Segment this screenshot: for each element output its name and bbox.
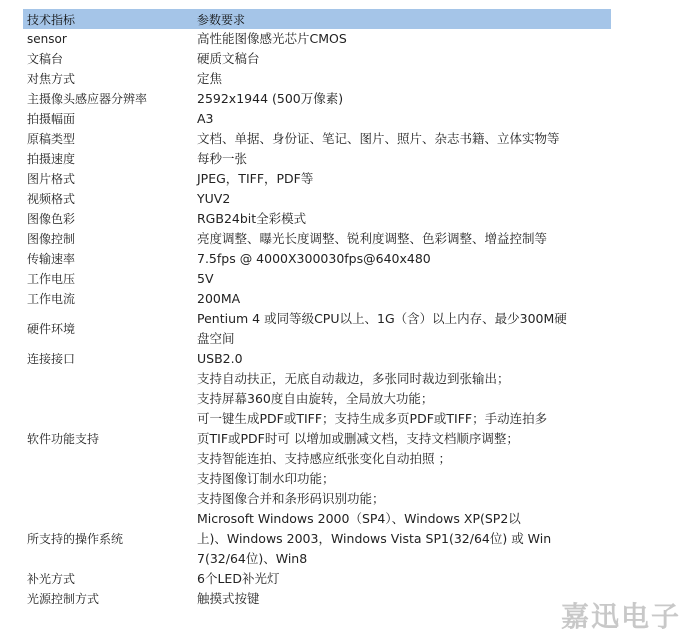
table-row (23, 129, 611, 149)
header-spec: 技术指标 (23, 9, 193, 29)
table-row-os (23, 509, 611, 569)
table-row (23, 89, 611, 109)
spec-name: 拍摄幅面 (27, 112, 76, 126)
spec-value: A3 (197, 111, 214, 126)
spec-value-line: 7(32/64位)、Win8 (197, 551, 308, 566)
spec-name: 补光方式 (27, 572, 76, 586)
table-row (23, 269, 611, 289)
spec-name: 拍摄速度 (27, 152, 76, 166)
spec-value: USB2.0 (197, 351, 243, 366)
table-row (23, 49, 611, 69)
spec-value-line: 支持图像合并和条形码识别功能； (197, 491, 385, 506)
spec-name: 对焦方式 (27, 72, 76, 86)
spec-name: 图片格式 (27, 172, 76, 186)
spec-name: 连接接口 (27, 352, 76, 366)
spec-value-line: Pentium 4 或同等级CPU以上、1G（含）以上内存、最少300M硬 (197, 311, 567, 326)
spec-name: 文稿台 (27, 52, 64, 66)
table-row (23, 29, 611, 49)
spec-value: 7.5fps @ 4000X300030fps@640x480 (197, 251, 431, 266)
table-row (23, 209, 611, 229)
table-row (23, 109, 611, 129)
table-body (23, 29, 611, 609)
header-requirement: 参数要求 (193, 9, 611, 29)
spec-value-line: 可一键生成PDF或TIFF；支持生成多页PDF或TIFF；手动连拍多 (197, 411, 548, 426)
spec-name: 图像色彩 (27, 212, 76, 226)
spec-value: 亮度调整、曝光长度调整、锐利度调整、色彩调整、增益控制等 (197, 231, 548, 246)
spec-name: 软件功能支持 (27, 432, 100, 446)
spec-value-line: 页TIF或PDF时可 以增加或删减文档，支持文档顺序调整； (197, 431, 519, 446)
table-row (23, 149, 611, 169)
table-row-light-control (23, 589, 611, 609)
table-row (23, 69, 611, 89)
spec-name: 所支持的操作系统 (27, 532, 124, 546)
spec-value (193, 309, 611, 349)
spec-name: 主摄像头感应器分辨率 (27, 92, 148, 106)
spec-value (193, 369, 611, 509)
spec-value: JPEG，TIFF，PDF等 (197, 171, 314, 186)
spec-value: 5V (197, 271, 214, 286)
spec-value: 每秒一张 (197, 151, 248, 166)
spec-value: YUV2 (197, 191, 231, 206)
table-row (23, 249, 611, 269)
spec-value-line: 上)、Windows 2003，Windows Vista SP1(32/64位) 或 Win (197, 531, 552, 546)
spec-name: 传输速率 (27, 252, 76, 266)
table-row-fill-light (23, 569, 611, 589)
spec-value: 硬质文稿台 (197, 51, 260, 66)
table-row (23, 169, 611, 189)
table-row-interface (23, 349, 611, 369)
spec-value-line: 支持图像订制水印功能； (197, 471, 335, 486)
spec-value: 文档、单据、身份证、笔记、图片、照片、杂志书籍、立体实物等 (197, 131, 560, 146)
spec-name: sensor (27, 32, 67, 46)
watermark-logo: 嘉迅电子 (560, 600, 681, 633)
table-row (23, 229, 611, 249)
table-row-software (23, 369, 611, 509)
spec-name: 光源控制方式 (27, 592, 100, 606)
spec-value: 200MA (197, 291, 241, 306)
table-row (23, 189, 611, 209)
spec-name: 工作电流 (27, 292, 76, 306)
spec-value: 2592x1944 (500万像素) (197, 91, 344, 106)
spec-value: 6个LED补光灯 (197, 571, 280, 586)
spec-name: 原稿类型 (27, 132, 76, 146)
table-header (23, 9, 611, 29)
spec-value: 定焦 (197, 71, 223, 86)
spec-name: 图像控制 (27, 232, 76, 246)
table-row-hardware (23, 309, 611, 349)
spec-value (193, 509, 611, 569)
spec-name: 硬件环境 (27, 322, 76, 336)
spec-value-line: 支持自动扶正，无底自动裁边，多张同时裁边到张输出； (197, 371, 510, 386)
spec-value: 触摸式按键 (197, 591, 260, 606)
spec-value: RGB24bit全彩模式 (197, 211, 307, 226)
spec-value-line: Microsoft Windows 2000（SP4）、Windows XP(SP2以 (197, 511, 521, 526)
table-row (23, 289, 611, 309)
spec-name: 工作电压 (27, 272, 76, 286)
spec-value-line: 支持智能连拍、支持感应纸张变化自动拍照 ； (197, 451, 451, 466)
spec-table (23, 9, 611, 609)
spec-name: 视频格式 (27, 192, 76, 206)
spec-value: 高性能图像感光芯片CMOS (197, 31, 347, 46)
spec-value-line: 支持屏幕360度自由旋转，全局放大功能； (197, 391, 434, 406)
spec-value-line: 盘空间 (197, 331, 235, 346)
